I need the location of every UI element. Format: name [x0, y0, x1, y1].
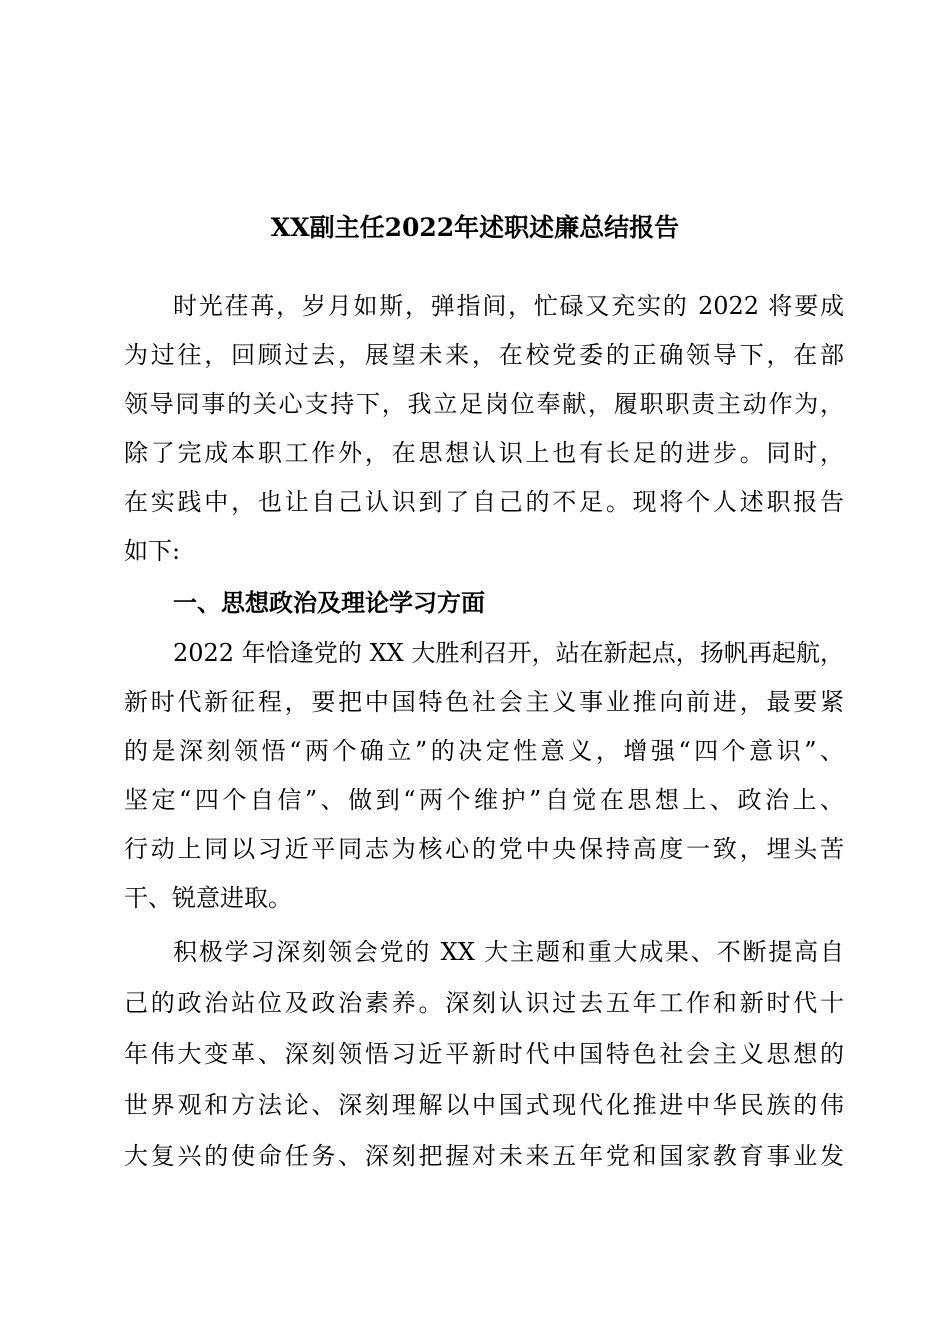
paragraph-3-line-4: 世界观和方法论、深刻理解以中国式现代化推进中华民族的伟: [124, 1091, 844, 1119]
paragraph-2-line-1: 2022 年恰逢党的 XX 大胜利召开，站在新起点，扬帆再起航，: [173, 639, 844, 667]
document-title: XX副主任2022年述职述廉总结报告: [270, 213, 680, 242]
paragraph-3-line-2: 己的政治站位及政治素养。深刻认识过去五年工作和新时代十: [124, 989, 844, 1017]
paragraph-2-line-2: 新时代新征程，要把中国特色社会主义事业推向前进，最要紧: [124, 688, 844, 716]
paragraph-1-line-2: 为过往，回顾过去，展望未来，在校党委的正确领导下，在部: [124, 341, 844, 369]
paragraph-1-line-4: 除了完成本职工作外，在思想认识上也有长足的进步。同时，: [124, 439, 844, 467]
paragraph-1-line-3: 领导同事的关心支持下，我立足岗位奉献，履职职责主动作为，: [124, 390, 844, 418]
paragraph-3-line-3: 年伟大变革、深刻领悟习近平新时代中国特色社会主义思想的: [124, 1040, 844, 1068]
paragraph-2-line-4: 坚定“四个自信”、做到“两个维护”自觉在思想上、政治上、: [124, 786, 844, 814]
paragraph-2-line-3: 的是深刻领悟“两个确立”的决定性意义，增强“四个意识”、: [124, 737, 844, 765]
paragraph-2-line-6: 干、锐意进取。: [124, 884, 292, 912]
section-1-heading: 一、思想政治及理论学习方面: [173, 589, 485, 617]
paragraph-2-line-5: 行动上同以习近平同志为核心的党中央保持高度一致，埋头苦: [124, 835, 844, 863]
paragraph-1-line-1: 时光荏苒，岁月如斯，弹指间，忙碌又充实的 2022 将要成: [173, 292, 844, 320]
paragraph-1-line-6: 如下:: [124, 537, 181, 565]
paragraph-3-line-1: 积极学习深刻领会党的 XX 大主题和重大成果、不断提高自: [173, 938, 844, 966]
paragraph-3-line-5: 大复兴的使命任务、深刻把握对未来五年党和国家教育事业发: [124, 1142, 844, 1170]
paragraph-1-line-5: 在实践中，也让自己认识到了自己的不足。现将个人述职报告: [124, 488, 844, 516]
